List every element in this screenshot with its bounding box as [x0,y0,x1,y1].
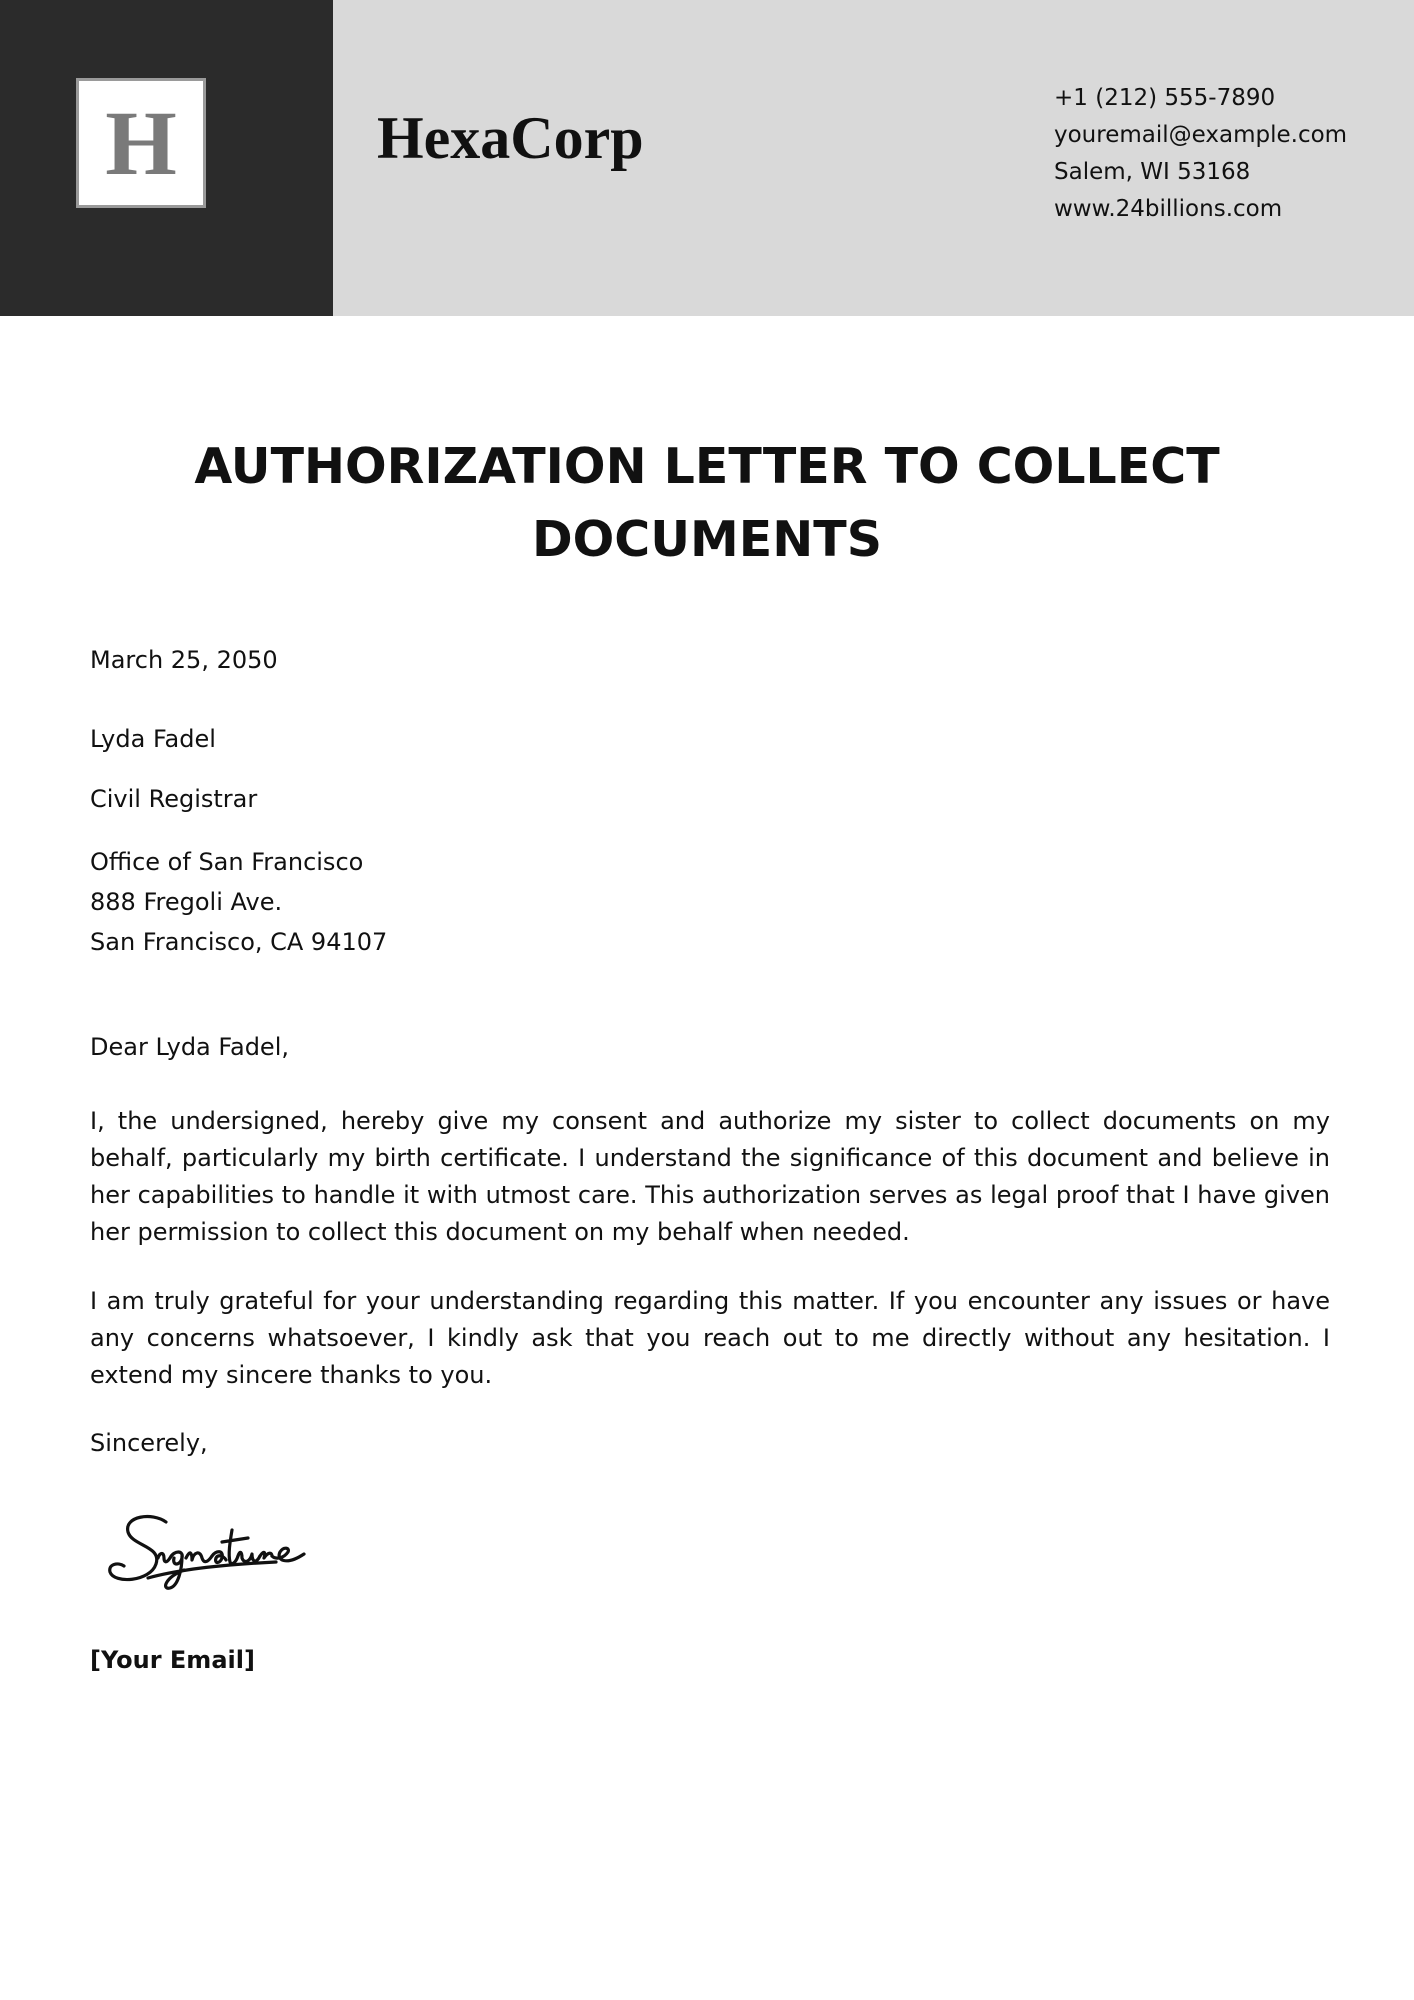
closing: Sincerely, [90,1429,208,1457]
recipient-name: Lyda Fadel [90,725,216,753]
address-line-3: San Francisco, CA 94107 [90,928,388,956]
address-line-1: Office of San Francisco [90,848,364,876]
body-paragraph-1: I, the undersigned, hereby give my consent and authorize my sister to collect documents on my behalf, particularly my birth certificate. I understand the significance of this document and believe in her capabilities to handle it with utmost care. This authorization serves as legal proof that I have given her permission to collect this document on my behalf when needed. [90,1107,1330,1246]
logo-panel [0,0,333,316]
body-paragraph-2: I am truly grateful for your understanding regarding this matter. If you encounter any issues or have any concerns whatsoever, I kindly ask that you reach out to me directly without any hesitation. I extend my sincere thanks to you. [90,1287,1330,1389]
recipient-title: Civil Registrar [90,785,258,813]
contact-location: Salem, WI 53168 [1054,159,1251,185]
document-title: AUTHORIZATION LETTER TO COLLECT DOCUMENTS [194,438,1220,568]
address-line-2: 888 Fregoli Ave. [90,888,283,916]
contact-website: www.24billions.com [1054,196,1283,222]
contact-phone: +1 (212) 555-7890 [1054,85,1276,111]
recipient-address [90,842,387,962]
company-name: HexaCorp [377,105,644,171]
logo-letter: H [105,92,177,194]
email-placeholder: [Your Email] [90,1646,255,1674]
letterhead [0,0,1414,316]
signature [104,1508,314,1598]
letter-date: March 25, 2050 [90,646,278,674]
company-logo [76,78,206,208]
greeting: Dear Lyda Fadel, [90,1033,289,1061]
contact-info [1054,80,1347,228]
contact-email: youremail@example.com [1054,122,1348,148]
